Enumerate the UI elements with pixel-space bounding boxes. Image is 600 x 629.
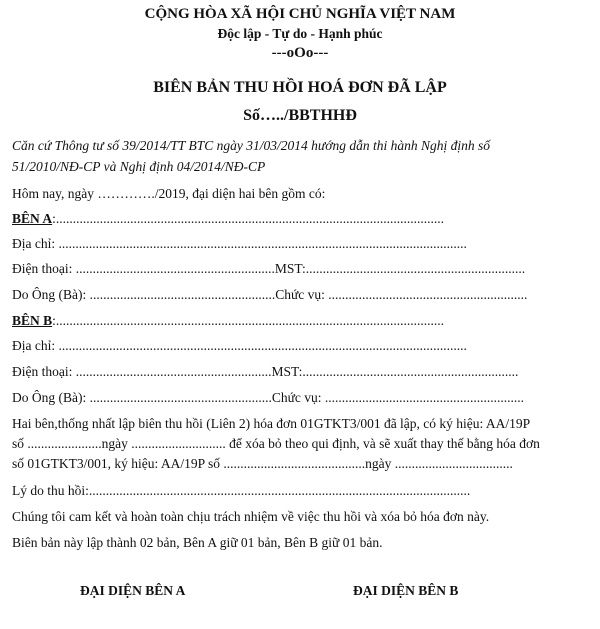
legal-basis-line-2: 51/2010/NĐ-CP và Nghị định 04/2014/NĐ-CP — [12, 159, 266, 174]
party-a-representative: Do Ông (Bà): .......................................................Chức vụ: ........................................................... — [12, 287, 528, 302]
party-b-name-line — [12, 313, 592, 329]
party-b-name-blank: :................................................................................................................... — [52, 313, 445, 328]
copies-line: Biên bản này lập thành 02 bản, Bên A giữ 01 bản, Bên B giữ 01 bản. — [12, 535, 383, 550]
motto: Độc lập - Tự do - Hạnh phúc — [217, 26, 383, 41]
signature-heading-party-b: ĐẠI DIỆN BÊN B — [353, 583, 459, 598]
document-title: BIÊN BẢN THU HỒI HOÁ ĐƠN ĐÃ LẬP — [153, 79, 447, 96]
party-b-representative: Do Ông (Bà): ......................................................Chức vụ: ........................................................... — [12, 390, 525, 405]
document-number: Số…../BBTHHĐ — [243, 107, 357, 124]
commitment-line: Chúng tôi cam kết và hoàn toàn chịu trách nhiệm về việc thu hồi và xóa bỏ hóa đơn này. — [12, 509, 490, 524]
party-a-name-blank: :................................................................................................................... — [52, 211, 445, 226]
signature-heading-party-a: ĐẠI DIỆN BÊN A — [80, 583, 186, 598]
party-b-phone-tax: Điện thoại: ..........................................................MST:................................................................ — [12, 364, 519, 379]
party-a-name-line — [12, 211, 592, 227]
legal-basis-line-1: Căn cứ Thông tư số 39/2014/TT BTC ngày 31/03/2014 hướng dẫn thi hành Nghị định số — [12, 138, 490, 153]
agreement-line-3: số 01GTKT3/001, ký hiệu: AA/19P số ..........................................ngày ................................... — [12, 456, 513, 471]
agreement-line-2: số ......................ngày ............................ để xóa bỏ theo qui định, và sẽ xuất thay thế bằng hóa đơn — [12, 436, 540, 451]
intro-line: Hôm nay, ngày …………./2019, đại diện hai bên gồm có: — [12, 186, 326, 201]
agreement-line-1: Hai bên,thống nhất lập biên thu hồi (Liên 2) hóa đơn 01GTKT3/001 đã lập, có ký hiệu: AA/19P — [12, 416, 531, 431]
party-b-address: Địa chỉ: ......................................................................................................................... — [12, 338, 467, 353]
party-a-phone-tax: Điện thoại: ...........................................................MST:................................................................. — [12, 261, 526, 276]
country-heading: CỘNG HÒA XÃ HỘI CHỦ NGHĨA VIỆT NAM — [144, 6, 456, 22]
reason-line: Lý do thu hồi:................................................................................................................. — [12, 483, 471, 498]
party-a-label: BÊN A — [12, 211, 53, 226]
separator: ---oOo--- — [271, 45, 329, 61]
party-b-label: BÊN B — [12, 313, 53, 328]
party-a-address: Địa chỉ: ......................................................................................................................... — [12, 236, 467, 251]
